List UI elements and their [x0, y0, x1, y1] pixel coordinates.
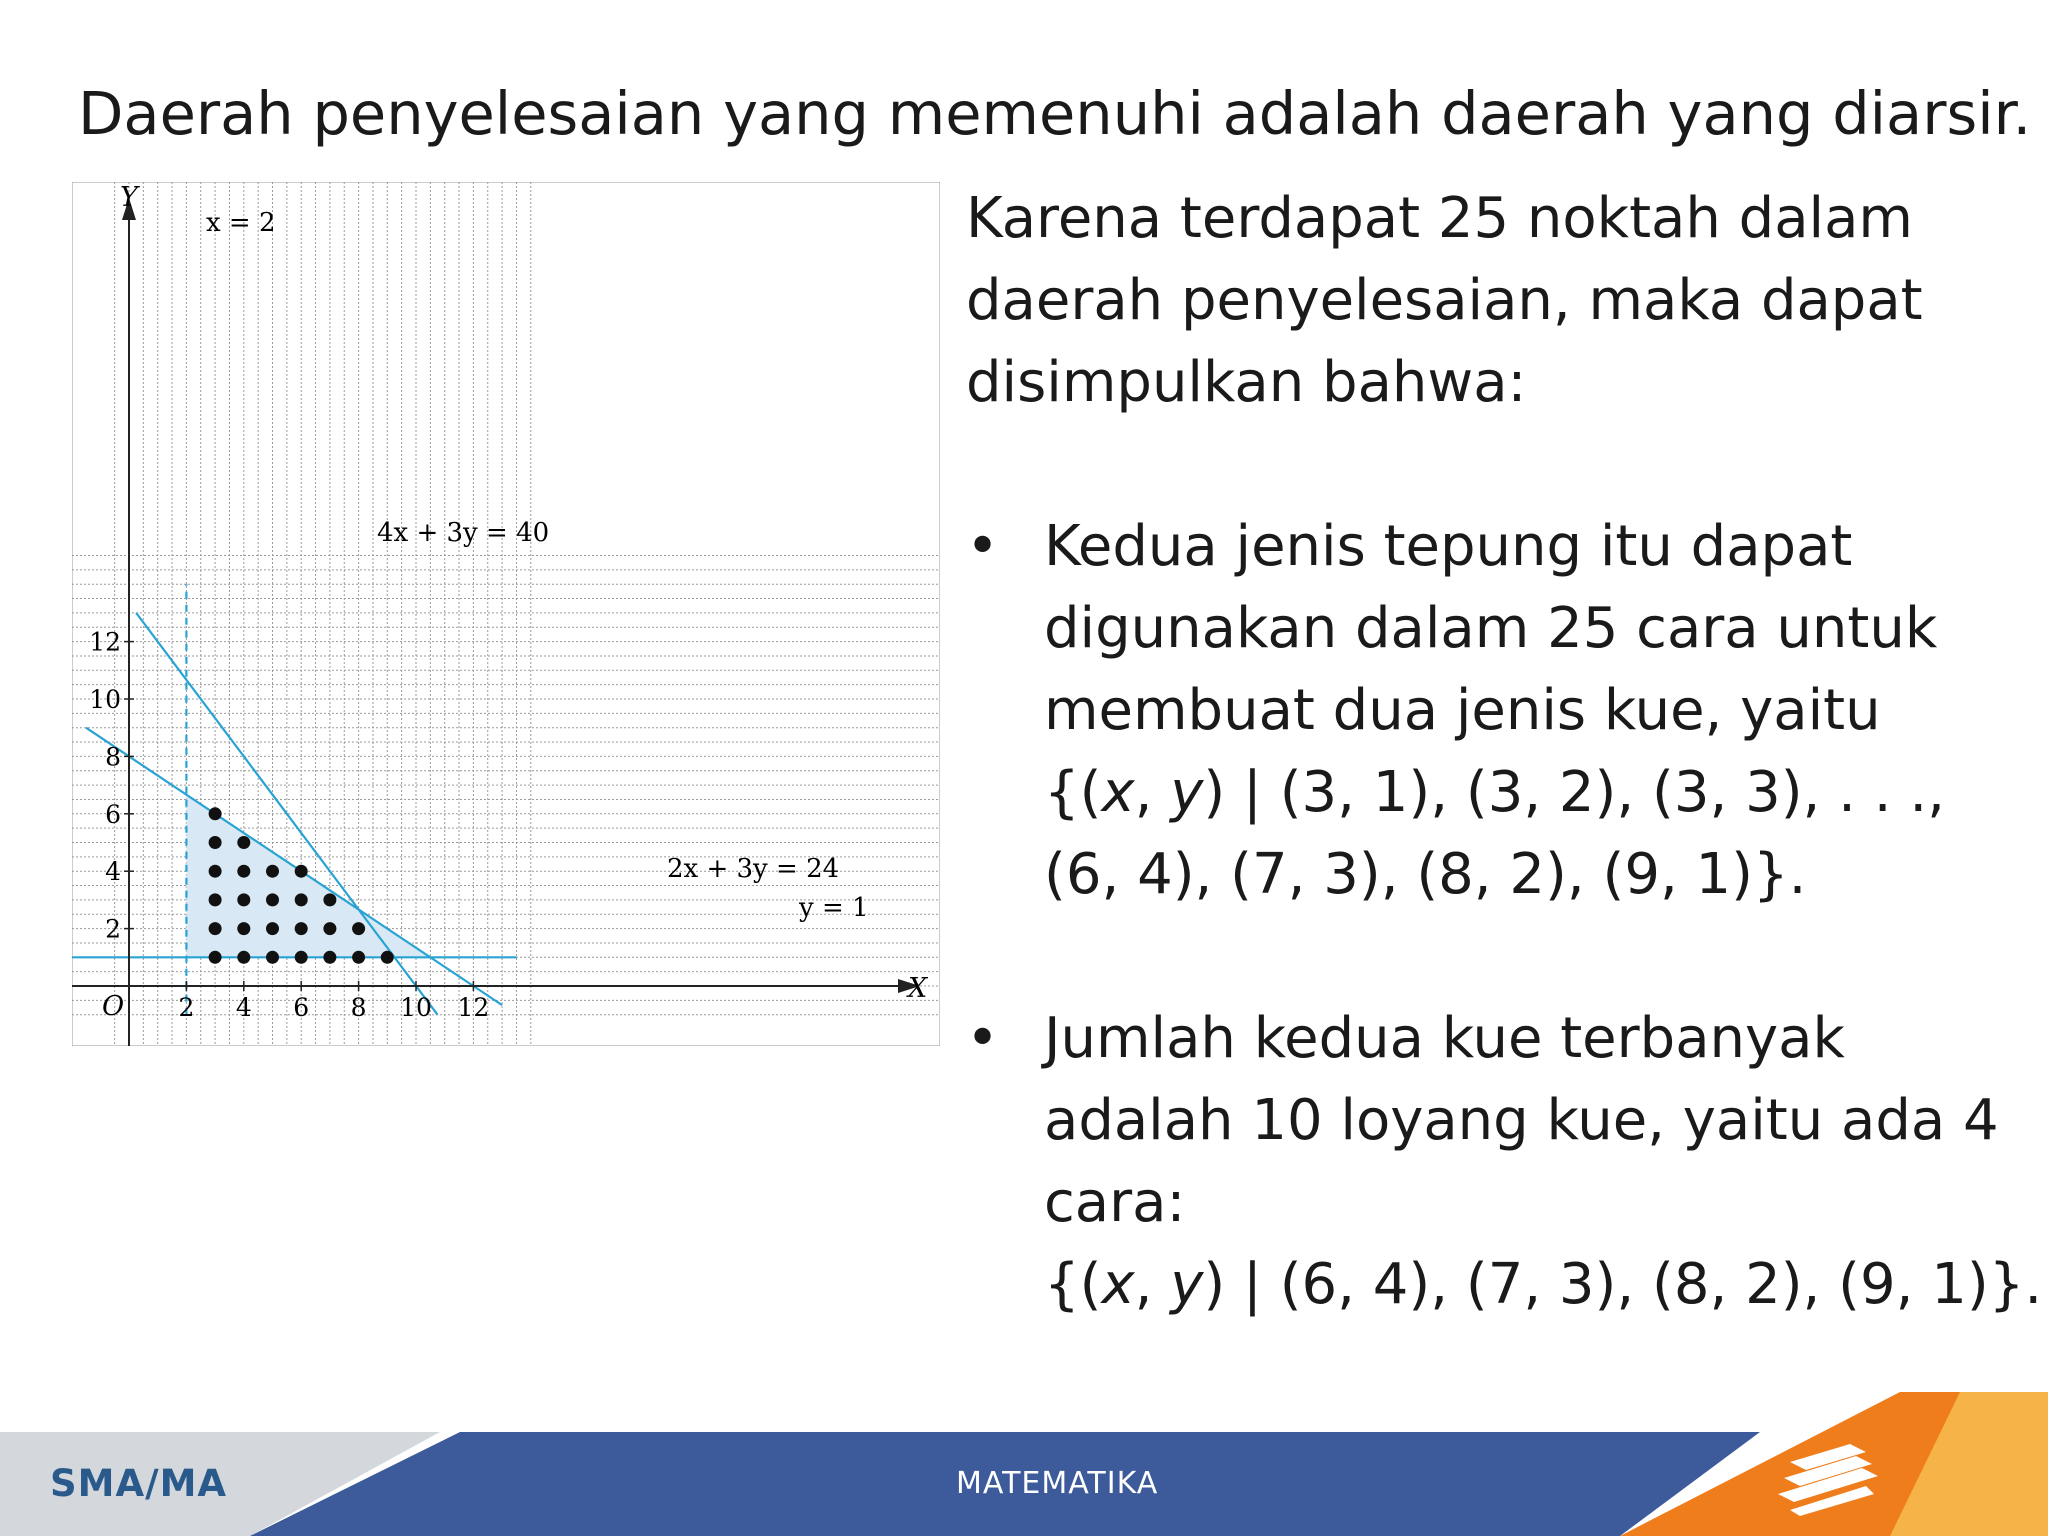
- lattice-point: [295, 951, 308, 964]
- y-tick-label: 6: [105, 799, 121, 829]
- lattice-point: [209, 836, 222, 849]
- x-tick-label: 4: [235, 993, 252, 1022]
- lattice-point: [323, 951, 336, 964]
- x-tick-label: 8: [350, 993, 367, 1022]
- line-label-x-equals-2: x = 2: [206, 208, 276, 238]
- lattice-point: [237, 922, 250, 935]
- origin-label: O: [102, 991, 125, 1022]
- solution-set-continued: (6, 4), (7, 3), (8, 2), (9, 1)}.: [1044, 842, 1807, 907]
- bullet-text: Kedua jenis tepung itu dapat digunakan dalam 25 cara untuk membuat dua jenis kue, yaitu: [1044, 514, 1938, 743]
- y-tick-label: 2: [105, 914, 121, 944]
- bullet-marker: •: [966, 1006, 1000, 1071]
- lattice-point: [352, 951, 365, 964]
- x-axis-label: X: [908, 973, 928, 1004]
- bullet-text: Jumlah kedua kue terbanyak adalah 10 loyang kue, yaitu ada 4 cara:: [1044, 1006, 1999, 1235]
- lattice-point: [295, 893, 308, 906]
- y-tick-label: 8: [105, 742, 121, 772]
- x-tick-label: 6: [293, 993, 310, 1022]
- lattice-point: [295, 865, 308, 878]
- footer-level-label: SMA/MA: [50, 1462, 228, 1505]
- line-label-y-equals-1: y = 1: [799, 893, 869, 923]
- lattice-point: [266, 922, 279, 935]
- solution-set: {(x, y) | (3, 1), (3, 2), (3, 3), . . .,: [1044, 760, 1945, 825]
- y-tick-label: 12: [89, 627, 121, 657]
- bullet-marker: •: [966, 514, 1000, 579]
- x-tick-label: 2: [178, 993, 195, 1022]
- bullet-item-ways: [966, 506, 2026, 916]
- lattice-point: [266, 893, 279, 906]
- lattice-point: [209, 807, 222, 820]
- line-label-4x-3y-40: 4x + 3y = 40: [377, 518, 550, 548]
- lattice-point: [237, 893, 250, 906]
- lattice-point: [209, 922, 222, 935]
- footer-bar: [0, 1392, 2048, 1536]
- lattice-point: [237, 951, 250, 964]
- lattice-point: [323, 922, 336, 935]
- intro-paragraph: Karena terdapat 25 noktah dalam daerah penyelesaian, maka dapat disimpulkan bahwa:: [966, 186, 1923, 415]
- y-tick-label: 4: [105, 857, 121, 887]
- lattice-point: [209, 893, 222, 906]
- lattice-point: [237, 865, 250, 878]
- lattice-point: [352, 922, 365, 935]
- lattice-point: [323, 893, 336, 906]
- lattice-point: [209, 865, 222, 878]
- lattice-point: [266, 865, 279, 878]
- y-axis-label: Y: [120, 182, 138, 213]
- inequality-graph: [72, 182, 940, 1046]
- x-tick-label: 10: [400, 993, 432, 1022]
- max-solution-set: {(x, y) | (6, 4), (7, 3), (8, 2), (9, 1)}.: [1044, 1252, 2043, 1317]
- x-tick-label: 12: [457, 993, 490, 1022]
- lattice-point: [209, 951, 222, 964]
- y-tick-label: 10: [89, 685, 121, 714]
- lattice-point: [381, 951, 394, 964]
- slide-title: Daerah penyelesaian yang memenuhi adalah daerah yang diarsir.: [78, 79, 2032, 148]
- lattice-point: [266, 951, 279, 964]
- footer-subject-label: MATEMATIKA: [956, 1466, 1159, 1501]
- lattice-point: [295, 922, 308, 935]
- bullet-item-max: [966, 998, 2043, 1326]
- line-label-2x-3y-24: 2x + 3y = 24: [667, 854, 840, 884]
- lattice-point: [237, 836, 250, 849]
